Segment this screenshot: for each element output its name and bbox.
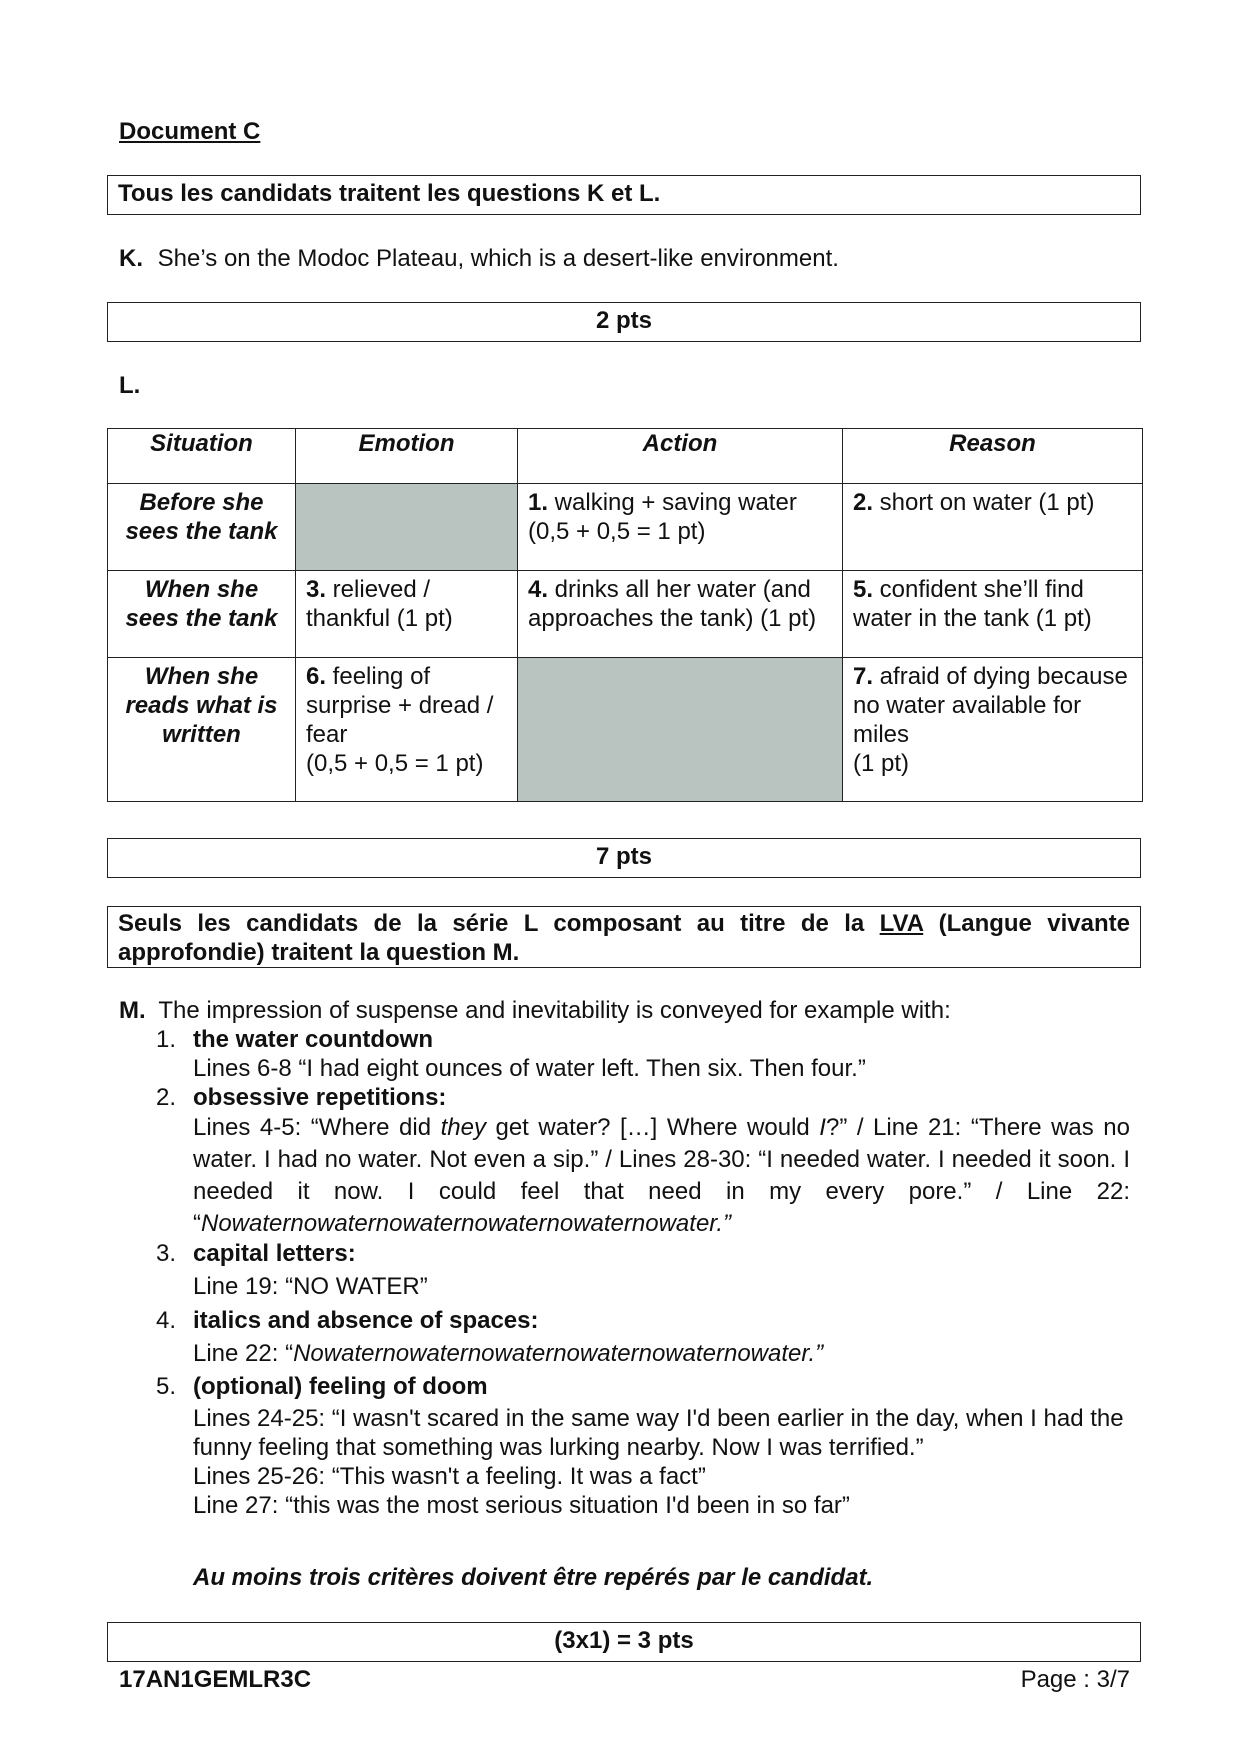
footer-page-number: Page : 3/7 (1020, 1666, 1130, 1693)
table-row (108, 658, 1143, 802)
header-action: Action (518, 429, 843, 484)
emotion-cell-shaded (296, 484, 518, 571)
reason-text: afraid of dying because no water available for miles (853, 663, 1128, 748)
question-m-intro (119, 997, 1139, 1025)
item-body: Line 19: “NO WATER” (193, 1273, 428, 1300)
document-title: Document C (119, 118, 261, 145)
footer-code: 17AN1GEMLR3C (119, 1666, 312, 1693)
item-number: 4. (528, 576, 549, 603)
question-l-label: L. (119, 372, 141, 399)
table-row (108, 571, 1143, 658)
item-body-italic: Nowaternowaternowaternowaternowaternowater.” (201, 1210, 732, 1237)
reason-points: (1 pt) (853, 750, 910, 777)
item-body: Lines 6-8 “I had eight ounces of water left. Then six. Then four.” (193, 1055, 866, 1082)
situation-cell: Before she sees the tank (108, 484, 296, 571)
item-number: 2. (853, 489, 874, 516)
item-number: 1. (156, 1026, 177, 1053)
instruction-kl-text: Tous les candidats traitent les questions K et L. (118, 180, 661, 207)
action-cell (518, 484, 843, 571)
table-header-row (108, 429, 1143, 484)
item-number: 2. (156, 1084, 177, 1111)
item-body-italic: Nowaternowaternowaternowaternowaternowater.” (293, 1340, 824, 1367)
item-body-italic: I (819, 1114, 826, 1141)
item-number: 7. (853, 663, 874, 690)
item-number: 5. (853, 576, 874, 603)
situation-cell: When she reads what is written (108, 658, 296, 802)
item-number: 3. (156, 1240, 177, 1267)
header-reason: Reason (843, 429, 1143, 484)
item-body (193, 1112, 1130, 1240)
action-cell (518, 571, 843, 658)
question-m-intro-text: The impression of suspense and inevitability is conveyed for example with: (158, 997, 951, 1024)
item-number: 3. (306, 576, 327, 603)
question-k-answer: She’s on the Modoc Plateau, which is a desert-like environment. (157, 245, 839, 272)
item-body-text: get water? […] Where would (485, 1114, 820, 1141)
item-title: (optional) feeling of doom (193, 1373, 488, 1400)
item-body-line: Lines 25-26: “This wasn't a feeling. It was a fact” (193, 1463, 706, 1490)
points-l: 7 pts (595, 843, 652, 870)
points-box-k (107, 302, 1141, 342)
question-k (119, 245, 839, 273)
reason-cell (843, 484, 1143, 571)
item-title: italics and absence of spaces: (193, 1307, 539, 1334)
answer-table-l (107, 428, 1143, 802)
question-k-label: K. (119, 245, 143, 272)
reason-cell (843, 658, 1143, 802)
item-title: capital letters: (193, 1240, 356, 1267)
item-body-italic: they (440, 1114, 486, 1141)
item-number: 6. (306, 663, 327, 690)
action-points: (0,5 + 0,5 = 1 pt) (528, 518, 706, 545)
emotion-cell (296, 571, 518, 658)
points-m: (3x1) = 3 pts (554, 1627, 694, 1654)
instruction-m-text: Seuls les candidats de la série L composant au titre de la (118, 910, 880, 937)
action-text: drinks all her water (and approaches the tank) (1 pt) (528, 576, 817, 632)
item-number: 5. (156, 1373, 177, 1400)
emotion-text: relieved / thankful (1 pt) (306, 576, 453, 632)
points-k: 2 pts (595, 307, 652, 334)
question-m-label: M. (119, 997, 146, 1024)
header-emotion: Emotion (296, 429, 518, 484)
item-body (193, 1338, 1130, 1370)
item-title: the water countdown (193, 1026, 433, 1053)
item-body-text: ?” / Line 21: “There was no water. I had no water. Not even a sip.” / Lines 28-30: “I needed water. I needed it soon. I needed it now. I could feel that need in my every pore.” / Line 22: “ (193, 1114, 1130, 1237)
reason-text: confident she’ll find water in the tank (1 pt) (853, 576, 1092, 632)
header-situation: Situation (108, 429, 296, 484)
instruction-box-m (107, 906, 1141, 968)
item-body (193, 1404, 1130, 1520)
item-title: obsessive repetitions: (193, 1084, 447, 1111)
lva-underlined: LVA (879, 910, 924, 937)
reason-text: short on water (1 pt) (873, 489, 1095, 516)
item-body-text: Line 22: “ (193, 1340, 294, 1367)
instruction-m-text-end: (Langue vivante approfondie) traitent la question M. (118, 910, 1130, 966)
emotion-text: feeling of surprise + dread / fear (306, 663, 494, 748)
item-number: 1. (528, 489, 549, 516)
instruction-box-kl (107, 175, 1141, 215)
item-body-line: Lines 24-25: “I wasn't scared in the same way I'd been earlier in the day, when I had the funny feeling that something was lurking nearby. Now I was terrified.” (193, 1405, 1124, 1461)
item-body-line: Line 27: “this was the most serious situation I'd been in so far” (193, 1492, 850, 1519)
action-cell-shaded (518, 658, 843, 802)
criteria-note: Au moins trois critères doivent être repérés par le candidat. (193, 1564, 874, 1591)
item-body-text: Lines 4-5: “Where did (193, 1114, 441, 1141)
table-row (108, 484, 1143, 571)
emotion-points: (0,5 + 0,5 = 1 pt) (306, 750, 484, 777)
points-box-l (107, 838, 1141, 878)
reason-cell (843, 571, 1143, 658)
emotion-cell (296, 658, 518, 802)
situation-cell: When she sees the tank (108, 571, 296, 658)
action-text: walking + saving water (548, 489, 797, 516)
item-number: 4. (156, 1307, 177, 1334)
points-box-m (107, 1622, 1141, 1662)
